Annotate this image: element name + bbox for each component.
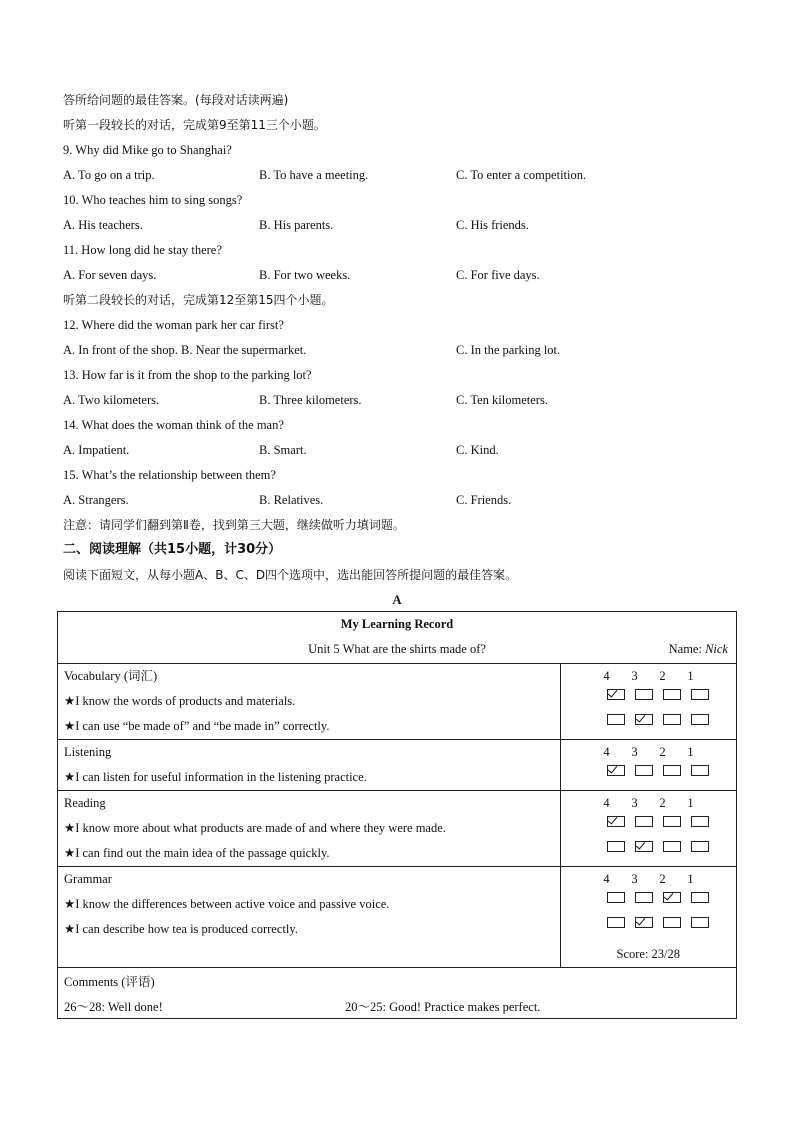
- reading-section: [58, 791, 561, 867]
- question-13-option-c: C. Ten kilometers.: [456, 393, 548, 407]
- checked-checkbox[interactable]: [635, 714, 653, 725]
- question-13-option-b: B. Three kilometers.: [259, 393, 362, 407]
- question-11-option-b: B. For two weeks.: [259, 268, 351, 282]
- comments: [58, 968, 737, 1019]
- record-item: ★I know more about what products are made of and where they were made.: [64, 821, 446, 835]
- question-11-option-c: C. For five days.: [456, 268, 540, 282]
- checked-checkbox[interactable]: [635, 917, 653, 928]
- intro-line-2: 听第一段较长的对话，完成第9至第11三个小题。: [63, 118, 326, 132]
- reading-ratings: [560, 791, 736, 867]
- rating-row: [561, 892, 736, 917]
- question-11-option-a: A. For seven days.: [63, 268, 157, 282]
- checked-checkbox[interactable]: [607, 765, 625, 776]
- question-10: 10. Who teaches him to sing songs?: [63, 193, 243, 207]
- question-14-option-b: B. Smart.: [259, 443, 307, 457]
- question-13-option-a: A. Two kilometers.: [63, 393, 160, 407]
- grammar-section: [58, 867, 561, 968]
- checkbox[interactable]: [663, 689, 681, 700]
- checked-checkbox[interactable]: [635, 841, 653, 852]
- record-item: ★I know the differences between active voice and passive voice.: [64, 897, 390, 911]
- section-2-intro: 听第二段较长的对话，完成第12至第15四个小题。: [63, 293, 334, 307]
- checkbox[interactable]: [635, 689, 653, 700]
- question-9: 9. Why did Mike go to Shanghai?: [63, 143, 232, 157]
- record-title: My Learning Record: [340, 617, 454, 631]
- question-11: 11. How long did he stay there?: [63, 243, 222, 257]
- record-name: [669, 642, 728, 657]
- checkbox[interactable]: [691, 892, 709, 903]
- question-14-option-c: C. Kind.: [456, 443, 499, 457]
- vocabulary-section: [58, 664, 561, 740]
- record-item: ★I can use “be made of” and “be made in” correctly.: [64, 719, 330, 733]
- score: Score: 23/28: [616, 947, 681, 961]
- rating-scale: 4 3 2 1: [603, 669, 694, 683]
- checkbox[interactable]: [691, 689, 709, 700]
- rating-scale: 4 3 2 1: [603, 872, 694, 886]
- record-item: ★I can listen for useful information in the listening practice.: [64, 770, 367, 784]
- rating-row: [561, 689, 736, 714]
- record-item: ★I can describe how tea is produced correctly.: [64, 922, 298, 936]
- part-2-intro: 阅读下面短文，从每小题A、B、C、D四个选项中，选出能回答所提问题的最佳答案。: [63, 568, 518, 582]
- checkbox[interactable]: [691, 714, 709, 725]
- question-14: 14. What does the woman think of the man?: [63, 418, 284, 432]
- section-title: Grammar: [64, 872, 112, 886]
- rating-row: [561, 841, 736, 866]
- note: 注意：请同学们翻到第Ⅱ卷，找到第三大题，继续做听力填词题。: [63, 518, 405, 532]
- record-unit: Unit 5 What are the shirts made of?: [308, 642, 486, 656]
- checkbox[interactable]: [663, 765, 681, 776]
- question-12-option-a: A. In front of the shop. B. Near the supermarket.: [63, 343, 307, 357]
- rating-row: [561, 765, 736, 790]
- question-15-option-a: A. Strangers.: [63, 493, 129, 507]
- checkbox[interactable]: [691, 841, 709, 852]
- checked-checkbox[interactable]: [607, 689, 625, 700]
- rating-row: [561, 816, 736, 841]
- checkbox[interactable]: [663, 714, 681, 725]
- rating-row: [561, 714, 736, 739]
- question-14-option-a: A. Impatient.: [63, 443, 130, 457]
- question-12-option-c: C. In the parking lot.: [456, 343, 561, 357]
- name-label: Name:: [668, 642, 702, 656]
- record-header: [58, 612, 737, 664]
- checkbox[interactable]: [635, 892, 653, 903]
- name-value: Nick: [705, 642, 728, 656]
- listening-ratings: [560, 740, 736, 791]
- checkbox[interactable]: [635, 816, 653, 827]
- question-10-option-c: C. His friends.: [456, 218, 529, 232]
- question-13: 13. How far is it from the shop to the parking lot?: [63, 368, 312, 382]
- intro-line-1: 答所给问题的最佳答案。(每段对话读两遍): [63, 93, 289, 107]
- question-9-option-a: A. To go on a trip.: [63, 168, 155, 182]
- question-15-option-c: C. Friends.: [456, 493, 512, 507]
- listening-section: [58, 740, 561, 791]
- checkbox[interactable]: [607, 892, 625, 903]
- learning-record-table: [57, 611, 737, 1019]
- section-title: Reading: [64, 796, 106, 810]
- grammar-ratings: [560, 867, 736, 968]
- section-title: Vocabulary (词汇): [64, 669, 158, 683]
- checkbox[interactable]: [607, 841, 625, 852]
- comments-title: Comments (评语): [64, 975, 155, 989]
- record-item: ★I can find out the main idea of the passage quickly.: [64, 846, 330, 860]
- rating-row: [561, 917, 736, 942]
- rating-scale: 4 3 2 1: [603, 745, 694, 759]
- comment-good: 20～25: Good! Practice makes perfect.: [345, 1000, 541, 1014]
- question-10-option-a: A. His teachers.: [63, 218, 143, 232]
- checkbox[interactable]: [663, 841, 681, 852]
- question-9-option-b: B. To have a meeting.: [259, 168, 369, 182]
- question-15: 15. What’s the relationship between them?: [63, 468, 276, 482]
- part-2-heading: 二、阅读理解（共15小题，计30分）: [63, 542, 282, 557]
- checkbox[interactable]: [691, 816, 709, 827]
- checkbox[interactable]: [663, 816, 681, 827]
- rating-scale: 4 3 2 1: [603, 796, 694, 810]
- checkbox[interactable]: [691, 765, 709, 776]
- checkbox[interactable]: [607, 714, 625, 725]
- checkbox[interactable]: [691, 917, 709, 928]
- record-item: ★I know the words of products and materials.: [64, 694, 296, 708]
- checkbox[interactable]: [607, 917, 625, 928]
- checkbox[interactable]: [635, 765, 653, 776]
- question-9-option-c: C. To enter a competition.: [456, 168, 587, 182]
- checked-checkbox[interactable]: [663, 892, 681, 903]
- checked-checkbox[interactable]: [607, 816, 625, 827]
- section-title: Listening: [64, 745, 112, 759]
- question-12: 12. Where did the woman park her car first?: [63, 318, 284, 332]
- vocabulary-ratings: [560, 664, 736, 740]
- checkbox[interactable]: [663, 917, 681, 928]
- question-10-option-b: B. His parents.: [259, 218, 334, 232]
- question-15-option-b: B. Relatives.: [259, 493, 324, 507]
- comment-well-done: 26～28: Well done!: [64, 1000, 163, 1014]
- passage-label: A: [392, 593, 402, 607]
